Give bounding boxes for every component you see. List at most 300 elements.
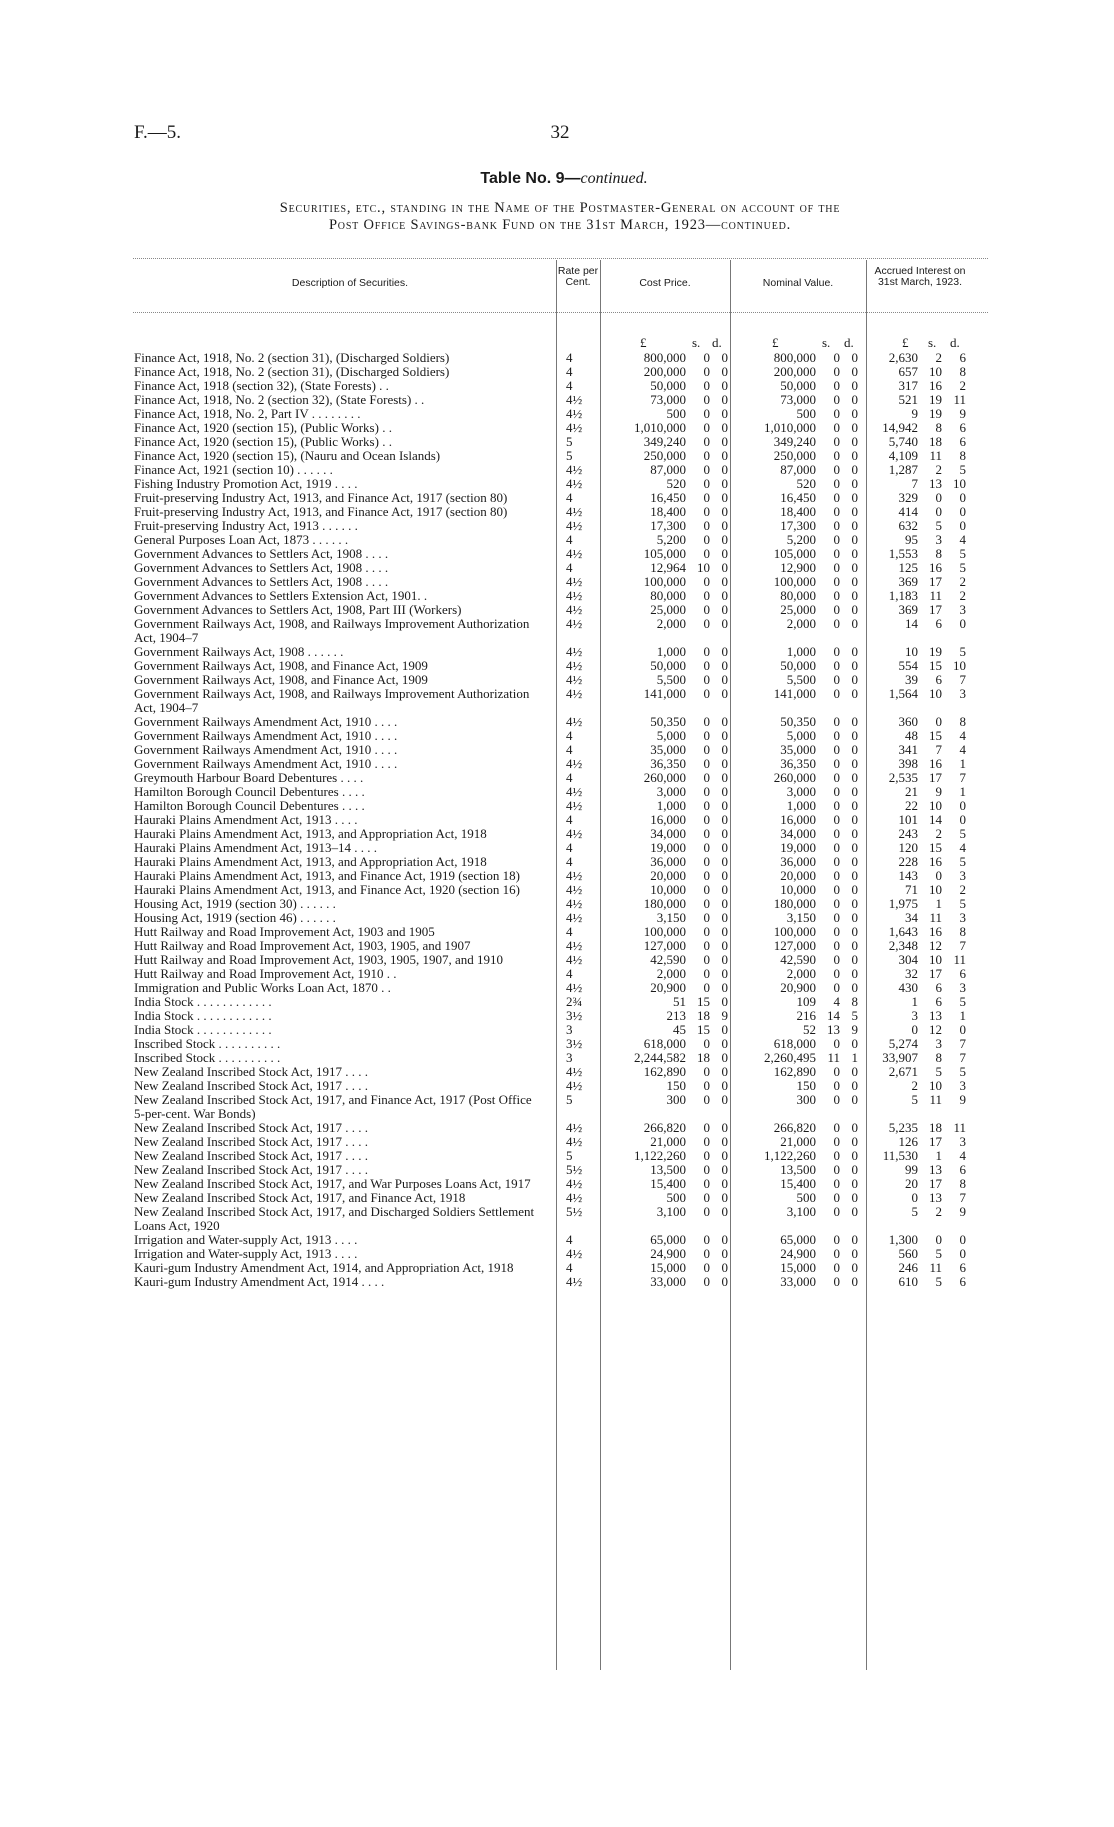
cost-shillings: 0 xyxy=(703,476,710,491)
interest-pence: 0 xyxy=(959,1022,966,1037)
nominal-shillings: 0 xyxy=(833,868,840,883)
cost-pence: 0 xyxy=(721,532,728,547)
interest-pence: 10 xyxy=(953,476,966,491)
cost-pence: 0 xyxy=(721,434,728,449)
interest-shillings: 8 xyxy=(935,546,942,561)
interest-pence: 6 xyxy=(959,1260,966,1275)
nominal-shillings: 0 xyxy=(833,966,840,981)
rate-cell: 4½ xyxy=(566,406,583,421)
nominal-shillings: 0 xyxy=(833,532,840,547)
nominal-shillings: 0 xyxy=(833,952,840,967)
cost-pounds: 20,900 xyxy=(650,980,686,995)
table-row xyxy=(0,561,1114,575)
nominal-pence: 0 xyxy=(851,532,858,547)
rate-cell: 4½ xyxy=(566,868,583,883)
description-cell: Finance Act, 1918, No. 2, Part IV . . . . . . . . xyxy=(134,406,361,421)
interest-shillings: 19 xyxy=(929,644,942,659)
description-cell: Hutt Railway and Road Improvement Act, 1903, 1905, and 1907 xyxy=(134,938,471,953)
nominal-pence: 1 xyxy=(851,1050,858,1065)
nominal-shillings: 0 xyxy=(833,1190,840,1205)
nominal-pounds: 25,000 xyxy=(780,602,816,617)
rate-cell: 4 xyxy=(566,350,573,365)
cost-shillings: 18 xyxy=(697,1008,710,1023)
interest-pounds: 554 xyxy=(898,658,918,673)
table-row xyxy=(0,855,1114,869)
description-cell: Finance Act, 1920 (section 15), (Public Works) . . xyxy=(134,420,392,435)
interest-pounds: 0 xyxy=(911,1022,918,1037)
nominal-pounds: 10,000 xyxy=(780,882,816,897)
cost-pence: 0 xyxy=(721,658,728,673)
interest-pounds: 1,564 xyxy=(888,686,918,701)
cost-pounds: 73,000 xyxy=(650,392,686,407)
nominal-pence: 0 xyxy=(851,644,858,659)
cost-pence: 0 xyxy=(721,1050,728,1065)
nominal-shillings: 0 xyxy=(833,742,840,757)
interest-shillings: 6 xyxy=(935,980,942,995)
table-row xyxy=(0,1093,1114,1121)
nominal-pounds: 5,200 xyxy=(786,532,816,547)
interest-shillings: 16 xyxy=(929,756,942,771)
unit-pounds: £ xyxy=(640,335,647,350)
nominal-shillings: 0 xyxy=(833,672,840,687)
nominal-pence: 5 xyxy=(851,1008,858,1023)
cost-shillings: 0 xyxy=(703,798,710,813)
nominal-shillings: 0 xyxy=(833,1204,840,1219)
rate-cell: 4 xyxy=(566,560,573,575)
nominal-shillings: 0 xyxy=(833,896,840,911)
nominal-shillings: 0 xyxy=(833,420,840,435)
cost-shillings: 0 xyxy=(703,686,710,701)
interest-shillings: 10 xyxy=(929,952,942,967)
nominal-pence: 0 xyxy=(851,756,858,771)
nominal-pence: 0 xyxy=(851,1162,858,1177)
rate-cell: 2¾ xyxy=(566,994,583,1009)
cost-shillings: 0 xyxy=(703,616,710,631)
nominal-shillings: 0 xyxy=(833,798,840,813)
table-row xyxy=(0,491,1114,505)
cost-shillings: 0 xyxy=(703,602,710,617)
nominal-pence: 0 xyxy=(851,518,858,533)
description-cell: Government Advances to Settlers Act, 1908 . . . . xyxy=(134,546,389,561)
rate-cell: 4 xyxy=(566,378,573,393)
cost-pence: 0 xyxy=(721,364,728,379)
cost-pence: 0 xyxy=(721,602,728,617)
page-id: F.—5. xyxy=(134,122,182,143)
nominal-pounds: 109 xyxy=(796,994,816,1009)
nominal-pence: 0 xyxy=(851,420,858,435)
nominal-pence: 0 xyxy=(851,1246,858,1261)
cost-shillings: 0 xyxy=(703,1120,710,1135)
table-row xyxy=(0,939,1114,953)
nominal-shillings: 14 xyxy=(827,1008,840,1023)
table-row xyxy=(0,365,1114,379)
nominal-shillings: 0 xyxy=(833,1176,840,1191)
nominal-pounds: 162,890 xyxy=(773,1064,816,1079)
cost-pence: 0 xyxy=(721,1274,728,1289)
cost-pounds: 180,000 xyxy=(643,896,686,911)
table-row xyxy=(0,673,1114,687)
nominal-shillings: 13 xyxy=(827,1022,840,1037)
table-row xyxy=(0,1247,1114,1261)
nominal-pounds: 1,010,000 xyxy=(764,420,816,435)
interest-shillings: 1 xyxy=(935,1148,942,1163)
interest-shillings: 18 xyxy=(929,434,942,449)
unit-pounds: £ xyxy=(902,335,909,350)
rate-cell: 4 xyxy=(566,1232,573,1247)
interest-shillings: 5 xyxy=(935,1246,942,1261)
cost-shillings: 18 xyxy=(697,1050,710,1065)
interest-pence: 7 xyxy=(959,1036,966,1051)
interest-shillings: 14 xyxy=(929,812,942,827)
nominal-shillings: 0 xyxy=(833,686,840,701)
nominal-pounds: 42,590 xyxy=(780,952,816,967)
nominal-shillings: 0 xyxy=(833,560,840,575)
cost-pence: 0 xyxy=(721,574,728,589)
interest-pounds: 99 xyxy=(905,1162,918,1177)
interest-pounds: 22 xyxy=(905,798,918,813)
cost-shillings: 0 xyxy=(703,896,710,911)
nominal-shillings: 0 xyxy=(833,504,840,519)
table-row xyxy=(0,1205,1114,1233)
interest-pounds: 21 xyxy=(905,784,918,799)
cost-shillings: 0 xyxy=(703,448,710,463)
interest-pence: 11 xyxy=(953,952,966,967)
nominal-pounds: 50,000 xyxy=(780,658,816,673)
description-cell: Finance Act, 1920 (section 15), (Nauru and Ocean Islands) xyxy=(134,448,441,463)
cost-pounds: 266,820 xyxy=(643,1120,686,1135)
interest-pounds: 4,109 xyxy=(888,448,918,463)
cost-shillings: 0 xyxy=(703,546,710,561)
interest-pounds: 3 xyxy=(911,1008,918,1023)
cost-shillings: 0 xyxy=(703,1176,710,1191)
nominal-pence: 0 xyxy=(851,952,858,967)
cost-pence: 0 xyxy=(721,1176,728,1191)
cost-shillings: 0 xyxy=(703,784,710,799)
interest-pence: 8 xyxy=(959,1176,966,1191)
description-cell: India Stock . . . . . . . . . . . . xyxy=(134,1008,272,1023)
interest-shillings: 11 xyxy=(929,910,942,925)
nominal-pence: 8 xyxy=(851,994,858,1009)
table-row xyxy=(0,1275,1114,1289)
cost-pence: 0 xyxy=(721,1232,728,1247)
nominal-shillings: 0 xyxy=(833,1064,840,1079)
interest-pence: 6 xyxy=(959,420,966,435)
cost-shillings: 0 xyxy=(703,1148,710,1163)
interest-pence: 0 xyxy=(959,518,966,533)
nominal-pounds: 100,000 xyxy=(773,924,816,939)
cost-shillings: 0 xyxy=(703,882,710,897)
nominal-pence: 0 xyxy=(851,882,858,897)
nominal-shillings: 0 xyxy=(833,1148,840,1163)
cost-pounds: 18,400 xyxy=(650,504,686,519)
nominal-pence: 9 xyxy=(851,1022,858,1037)
table-row xyxy=(0,1037,1114,1051)
interest-pence: 4 xyxy=(959,532,966,547)
table-row xyxy=(0,1023,1114,1037)
interest-pence: 0 xyxy=(959,1246,966,1261)
table-row xyxy=(0,729,1114,743)
table-row xyxy=(0,1079,1114,1093)
interest-pounds: 1,643 xyxy=(888,924,918,939)
nominal-shillings: 0 xyxy=(833,588,840,603)
cost-pounds: 33,000 xyxy=(650,1274,686,1289)
cost-shillings: 0 xyxy=(703,1036,710,1051)
interest-pounds: 7 xyxy=(911,476,918,491)
nominal-pence: 0 xyxy=(851,1204,858,1219)
nominal-pounds: 3,150 xyxy=(786,910,816,925)
nominal-pence: 0 xyxy=(851,714,858,729)
rate-cell: 4 xyxy=(566,770,573,785)
description-cell: Government Railways Act, 1908, and Finance Act, 1909 xyxy=(134,672,428,687)
cost-shillings: 15 xyxy=(697,1022,710,1037)
nominal-pence: 0 xyxy=(851,350,858,365)
description-cell: New Zealand Inscribed Stock Act, 1917, and War Purposes Loans Act, 1917 xyxy=(134,1176,531,1191)
nominal-pence: 0 xyxy=(851,854,858,869)
cost-pence: 0 xyxy=(721,1148,728,1163)
interest-pence: 6 xyxy=(959,434,966,449)
cost-shillings: 0 xyxy=(703,574,710,589)
nominal-pence: 0 xyxy=(851,938,858,953)
nominal-shillings: 0 xyxy=(833,826,840,841)
cost-pounds: 5,200 xyxy=(656,532,686,547)
nominal-pounds: 18,400 xyxy=(780,504,816,519)
caption-line-2: Post Office Savings-bank Fund on the 31st March, 1923—continued. xyxy=(328,217,792,233)
nominal-pounds: 500 xyxy=(796,1190,816,1205)
rate-cell: 4½ xyxy=(566,420,583,435)
top-rule xyxy=(133,258,988,259)
nominal-pence: 0 xyxy=(851,798,858,813)
interest-shillings: 12 xyxy=(929,938,942,953)
table-row xyxy=(0,1233,1114,1247)
nominal-pounds: 200,000 xyxy=(773,364,816,379)
table-title-continued: continued. xyxy=(580,170,648,187)
cost-pounds: 80,000 xyxy=(650,588,686,603)
cost-shillings: 0 xyxy=(703,504,710,519)
nominal-pounds: 349,240 xyxy=(773,434,816,449)
page-number: 32 xyxy=(550,122,570,143)
cost-pounds: 36,350 xyxy=(650,756,686,771)
nominal-pence: 0 xyxy=(851,490,858,505)
rate-cell: 4½ xyxy=(566,784,583,799)
interest-pounds: 71 xyxy=(905,882,918,897)
interest-pounds: 329 xyxy=(898,490,918,505)
cost-shillings: 0 xyxy=(703,770,710,785)
interest-pence: 2 xyxy=(959,574,966,589)
interest-pounds: 341 xyxy=(898,742,918,757)
cost-pence: 0 xyxy=(721,672,728,687)
description-cell: Government Advances to Settlers Act, 1908 . . . . xyxy=(134,560,389,575)
description-cell: Government Advances to Settlers Act, 1908 . . . . xyxy=(134,574,389,589)
nominal-pounds: 2,000 xyxy=(786,616,816,631)
nominal-shillings: 0 xyxy=(833,784,840,799)
interest-pounds: 9 xyxy=(911,406,918,421)
cost-shillings: 0 xyxy=(703,588,710,603)
interest-pence: 4 xyxy=(959,1148,966,1163)
rate-cell: 4½ xyxy=(566,882,583,897)
description-cell: Finance Act, 1918, No. 2 (section 31), (Discharged Soldiers) xyxy=(134,350,450,365)
nominal-pounds: 65,000 xyxy=(780,1232,816,1247)
interest-shillings: 11 xyxy=(929,1092,942,1107)
nominal-pounds: 87,000 xyxy=(780,462,816,477)
interest-shillings: 11 xyxy=(929,448,942,463)
interest-pounds: 126 xyxy=(898,1134,918,1149)
nominal-pounds: 33,000 xyxy=(780,1274,816,1289)
interest-pounds: 125 xyxy=(898,560,918,575)
interest-pence: 0 xyxy=(959,1232,966,1247)
nominal-pence: 0 xyxy=(851,476,858,491)
interest-pence: 7 xyxy=(959,672,966,687)
table-row xyxy=(0,869,1114,883)
nominal-pounds: 5,500 xyxy=(786,672,816,687)
cost-shillings: 0 xyxy=(703,728,710,743)
cost-pounds: 500 xyxy=(666,406,686,421)
interest-pounds: 610 xyxy=(898,1274,918,1289)
cost-shillings: 0 xyxy=(703,910,710,925)
nominal-shillings: 0 xyxy=(833,434,840,449)
cost-shillings: 0 xyxy=(703,462,710,477)
description-cell: Irrigation and Water-supply Act, 1913 . . . . xyxy=(134,1246,358,1261)
cost-pence: 0 xyxy=(721,560,728,575)
interest-pounds: 1,553 xyxy=(888,546,918,561)
interest-pounds: 1,300 xyxy=(888,1232,918,1247)
nominal-shillings: 0 xyxy=(833,406,840,421)
cost-pounds: 21,000 xyxy=(650,1134,686,1149)
nominal-pence: 0 xyxy=(851,868,858,883)
interest-pence: 0 xyxy=(959,812,966,827)
description-cell: Finance Act, 1921 (section 10) . . . . . . xyxy=(134,462,333,477)
cost-pence: 0 xyxy=(721,714,728,729)
cost-shillings: 0 xyxy=(703,1134,710,1149)
nominal-shillings: 0 xyxy=(833,490,840,505)
rate-cell: 4½ xyxy=(566,616,583,631)
rate-cell: 5 xyxy=(566,1148,573,1163)
interest-shillings: 16 xyxy=(929,854,942,869)
cost-pounds: 2,244,582 xyxy=(634,1050,686,1065)
table-row xyxy=(0,1149,1114,1163)
nominal-pounds: 141,000 xyxy=(773,686,816,701)
description-cell: General Purposes Loan Act, 1873 . . . . . . xyxy=(134,532,349,547)
table-row xyxy=(0,785,1114,799)
cost-pence: 0 xyxy=(721,420,728,435)
cost-pounds: 520 xyxy=(666,476,686,491)
interest-pence: 8 xyxy=(959,448,966,463)
description-cell: Government Railways Amendment Act, 1910 . . . . xyxy=(134,742,398,757)
cost-pounds: 5,000 xyxy=(656,728,686,743)
interest-pence: 11 xyxy=(953,1120,966,1135)
interest-pounds: 5,740 xyxy=(888,434,918,449)
table-row xyxy=(0,967,1114,981)
interest-pence: 5 xyxy=(959,896,966,911)
description-cell: Kauri-gum Industry Amendment Act, 1914, and Appropriation Act, 1918 xyxy=(134,1260,514,1275)
interest-pence: 5 xyxy=(959,644,966,659)
interest-pence: 5 xyxy=(959,1064,966,1079)
table-row xyxy=(0,715,1114,729)
nominal-pounds: 35,000 xyxy=(780,742,816,757)
nominal-shillings: 0 xyxy=(833,812,840,827)
cost-shillings: 0 xyxy=(703,756,710,771)
table-row xyxy=(0,421,1114,435)
nominal-pounds: 24,900 xyxy=(780,1246,816,1261)
rate-cell: 4½ xyxy=(566,1176,583,1191)
interest-shillings: 19 xyxy=(929,406,942,421)
interest-pounds: 48 xyxy=(905,728,918,743)
interest-pounds: 430 xyxy=(898,980,918,995)
cost-pence: 0 xyxy=(721,784,728,799)
cost-pounds: 300 xyxy=(666,1092,686,1107)
interest-pence: 6 xyxy=(959,1162,966,1177)
cost-pence: 9 xyxy=(721,1008,728,1023)
cost-pounds: 162,890 xyxy=(643,1064,686,1079)
rate-cell: 4 xyxy=(566,924,573,939)
nominal-pounds: 13,500 xyxy=(780,1162,816,1177)
cost-pounds: 50,350 xyxy=(650,714,686,729)
cost-shillings: 0 xyxy=(703,1260,710,1275)
table-row xyxy=(0,841,1114,855)
rate-cell: 4½ xyxy=(566,518,583,533)
cost-pence: 0 xyxy=(721,1260,728,1275)
interest-shillings: 17 xyxy=(929,574,942,589)
unit-shillings: s. xyxy=(822,335,831,350)
cost-pounds: 1,010,000 xyxy=(634,420,686,435)
interest-pounds: 414 xyxy=(898,504,918,519)
rate-cell: 4½ xyxy=(566,896,583,911)
description-cell: Hauraki Plains Amendment Act, 1913, and Appropriation Act, 1918 xyxy=(134,826,487,841)
table-row xyxy=(0,771,1114,785)
cost-pence: 0 xyxy=(721,924,728,939)
interest-shillings: 3 xyxy=(935,1036,942,1051)
rate-cell: 4 xyxy=(566,1260,573,1275)
nominal-pounds: 1,000 xyxy=(786,798,816,813)
table-row xyxy=(0,813,1114,827)
nominal-shillings: 0 xyxy=(833,938,840,953)
interest-pounds: 1,975 xyxy=(888,896,918,911)
rate-cell: 3 xyxy=(566,1050,573,1065)
interest-pounds: 657 xyxy=(898,364,918,379)
nominal-pence: 0 xyxy=(851,560,858,575)
rate-cell: 4½ xyxy=(566,756,583,771)
rate-cell: 3½ xyxy=(566,1036,583,1051)
nominal-shillings: 0 xyxy=(833,518,840,533)
nominal-pence: 0 xyxy=(851,966,858,981)
nominal-pounds: 618,000 xyxy=(773,1036,816,1051)
interest-pence: 5 xyxy=(959,826,966,841)
cost-pence: 0 xyxy=(721,994,728,1009)
rate-cell: 4½ xyxy=(566,1274,583,1289)
interest-pounds: 243 xyxy=(898,826,918,841)
nominal-pounds: 12,900 xyxy=(780,560,816,575)
interest-pence: 7 xyxy=(959,1050,966,1065)
nominal-shillings: 0 xyxy=(833,1092,840,1107)
cost-pounds: 35,000 xyxy=(650,742,686,757)
cost-pence: 0 xyxy=(721,1064,728,1079)
nominal-pounds: 15,000 xyxy=(780,1260,816,1275)
cost-pence: 0 xyxy=(721,742,728,757)
cost-shillings: 0 xyxy=(703,378,710,393)
nominal-pence: 0 xyxy=(851,980,858,995)
table-row xyxy=(0,911,1114,925)
nominal-pence: 0 xyxy=(851,686,858,701)
nominal-shillings: 0 xyxy=(833,1246,840,1261)
interest-pounds: 398 xyxy=(898,756,918,771)
description-cell: Immigration and Public Works Loan Act, 1870 . . xyxy=(134,980,391,995)
cost-shillings: 15 xyxy=(697,994,710,1009)
description-cell: Finance Act, 1918, No. 2 (section 32), (State Forests) . . xyxy=(134,392,425,407)
nominal-pence: 0 xyxy=(851,574,858,589)
nominal-pounds: 500 xyxy=(796,406,816,421)
cost-pence: 0 xyxy=(721,378,728,393)
cost-pounds: 10,000 xyxy=(650,882,686,897)
interest-pence: 6 xyxy=(959,966,966,981)
